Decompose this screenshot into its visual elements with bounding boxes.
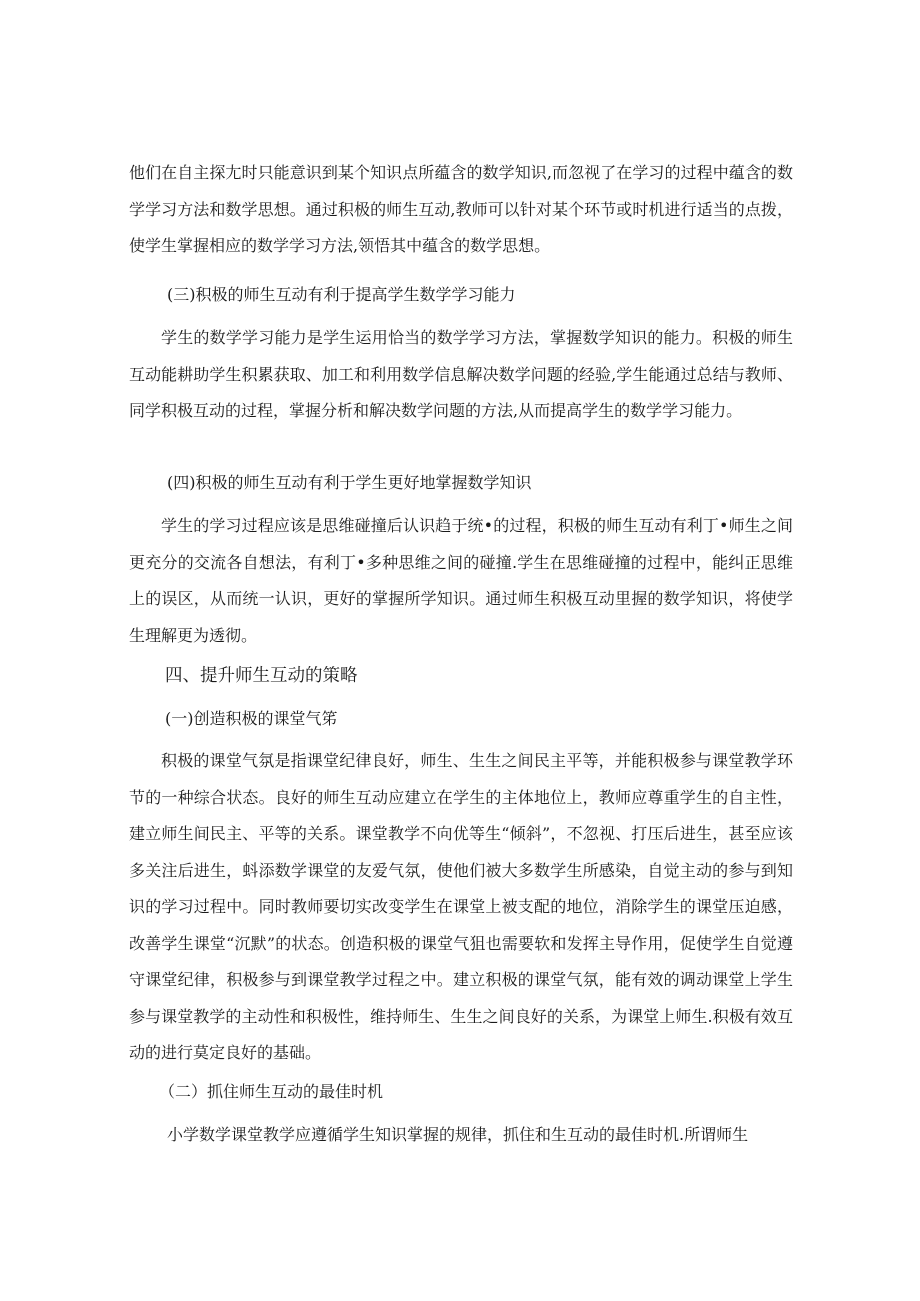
paragraph-learning-ability: 学生的数学学习能力是学生运用恰当的数学学习方法，掌握数学知识的能力。积极的师生互动能耕助学生积累获取、加工和利用数学信息解决数学问题的经验,学生能通过总结与教师、同学积极互动的过程，掌握分析和解决数学问题的方法,从而提高学生的数学学习能力。	[129, 328, 793, 420]
paragraph-knowledge-mastery: 学生的学习过程应该是思维碰撞后认识趋于统•的过程，积极的师生互动有利丁•师生之间更充分的交流各自想法，有利丁•多种思维之间的碰撞.学生在思维碰撞的过程中，能纠正思维上的误区，从而统一认识，更好的掌握所学知识。通过师生积极互动里握的数学知识，将使学生理解更为透彻。	[129, 516, 793, 645]
paragraph-classroom-atmosphere: 积极的课堂气氛是指课堂纪律良好，师生、生生之间民主平等，并能积极参与课堂教学环节的一种综合状态。良好的师生互动应建立在学生的主体地位上，教师应尊重学生的自主性，建立师生间民主、平等的关系。课堂教学不向优等生“倾斜”，不忽视、打压后进生，甚至应该多关注后进生，蚪添数学课堂的友爱气氛，使他们被大多数学生所感染，自觉主动的参与到知识的学习过程中。同时教师要切实改变学生在课堂上被支配的地位，消除学生的课堂压迫感，改善学生课堂“沉默”的状态。创造积极的课堂气狙也需要软和发挥主导作用，促使学生自觉遵守课堂纪律，积极参与到课堂教学过程之中。建立积极的课堂气氛，能有效的调动课堂上学生参与课堂教学的主动性和积极性，维持师生、生生之间良好的关系，为课堂上师生.积极有效互动的进行莫定良好的基础。	[129, 751, 793, 1062]
subheading-three: (三)积极的师生互动有利于提高学生数学学习能力	[167, 285, 516, 304]
subheading-strategy-one: (一)创造积极的课堂气笫	[165, 709, 338, 728]
section-heading-strategies: 四、提升师生互动的策略	[165, 666, 358, 686]
paragraph-best-timing: 小学数学课堂教学应遵循学生知识掌握的规律，抓住和生互动的最佳时机.所谓师生	[167, 1125, 749, 1144]
subheading-four: (四)积极的师生互动有利于学生更好地掌握数学知识	[167, 473, 532, 492]
subheading-strategy-two: （二）抓住师生互动的最佳时机	[159, 1082, 384, 1101]
paragraph-continuation: 他们在自主探尢时只能意识到某个知识点所蕴含的数学知识,而忽视了在学习的过程中蕴含的数学学习方法和数学思想。通过积极的师生互动,教师可以针对某个环节或时机进行适当的点拨，使学生掌握相应的数学学习方法,领悟其中蕴含的数学思想。	[129, 163, 793, 255]
